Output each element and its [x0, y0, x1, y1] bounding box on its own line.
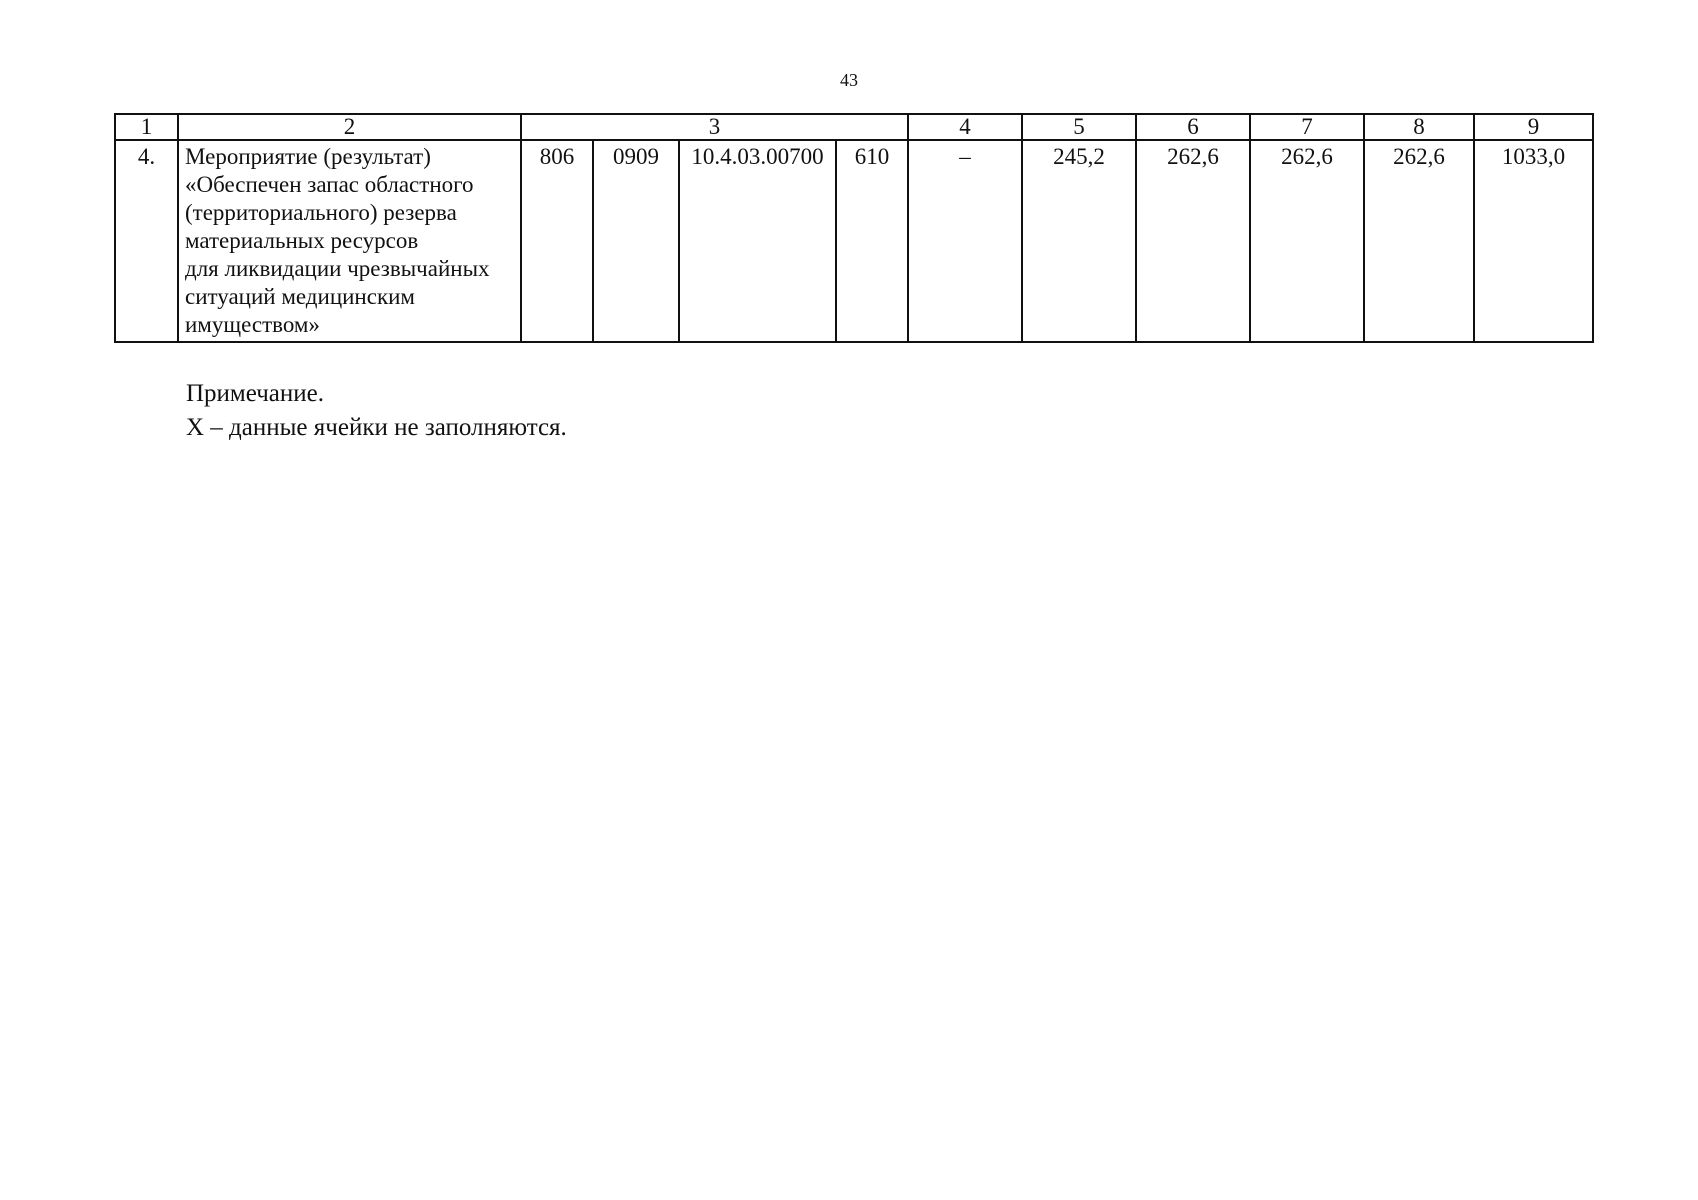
col6-cell: 262,6 — [1136, 140, 1250, 342]
note-block — [186, 377, 567, 445]
page-number: 43 — [840, 70, 858, 90]
description-line: Мероприятие (результат) — [185, 144, 431, 169]
description-line: материальных ресурсов — [185, 228, 419, 253]
header-cell: 3 — [521, 114, 908, 140]
col5-cell: 245,2 — [1022, 140, 1136, 342]
table-header-row — [115, 114, 1593, 140]
header-cell: 8 — [1364, 114, 1474, 140]
description-line: ситуаций медицинским — [185, 284, 415, 309]
code-grbs-cell: 806 — [521, 140, 593, 342]
header-cell: 1 — [115, 114, 178, 140]
col9-cell: 1033,0 — [1474, 140, 1593, 342]
col8-cell: 262,6 — [1364, 140, 1474, 342]
col7-cell: 262,6 — [1250, 140, 1364, 342]
table-row — [115, 140, 1593, 342]
col4-cell: – — [908, 140, 1022, 342]
code-type-cell: 610 — [836, 140, 908, 342]
description-line: для ликвидации чрезвычайных — [185, 256, 490, 281]
budget-table — [114, 113, 1594, 343]
code-section-cell: 0909 — [593, 140, 679, 342]
header-cell: 7 — [1250, 114, 1364, 140]
code-target-cell: 10.4.03.00700 — [679, 140, 836, 342]
note-text: Х – данные ячейки не заполняются. — [186, 414, 567, 441]
row-number-cell: 4. — [115, 140, 178, 342]
header-cell: 6 — [1136, 114, 1250, 140]
row-description-cell — [178, 140, 521, 342]
header-cell: 5 — [1022, 114, 1136, 140]
description-line: имуществом» — [185, 312, 320, 337]
description-line: (территориального) резерва — [185, 200, 457, 225]
header-cell: 2 — [178, 114, 521, 140]
description-line: «Обеспечен запас областного — [185, 172, 474, 197]
note-title: Примечание. — [186, 380, 325, 407]
header-cell: 4 — [908, 114, 1022, 140]
header-cell: 9 — [1474, 114, 1593, 140]
